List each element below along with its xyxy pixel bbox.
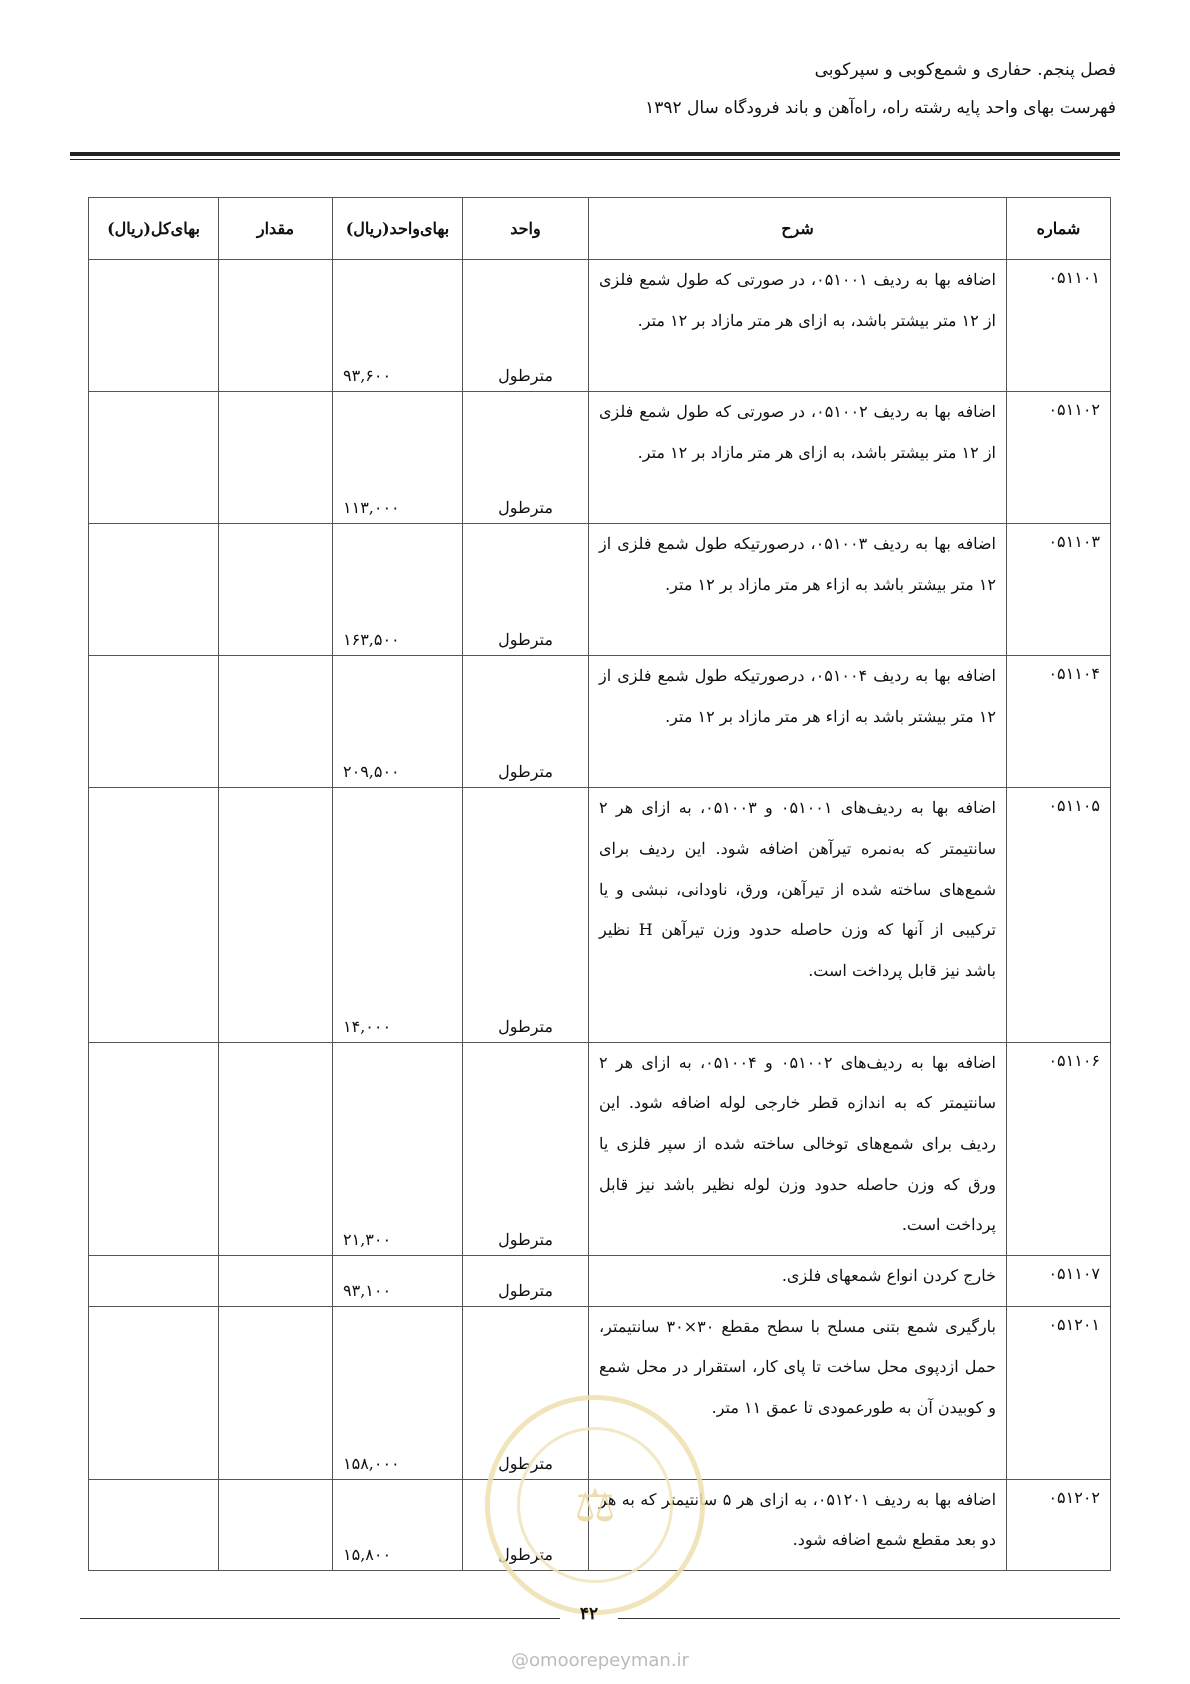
item-unit: مترطول	[463, 392, 589, 524]
table-header-row	[89, 198, 1111, 260]
col-header-description: شرح	[589, 198, 1007, 260]
item-code: ۰۵۱۱۰۶	[1007, 1042, 1111, 1256]
item-unit: مترطول	[463, 524, 589, 656]
item-quantity	[219, 1256, 333, 1307]
item-total-price	[89, 1306, 219, 1479]
item-quantity	[219, 656, 333, 788]
item-quantity	[219, 260, 333, 392]
item-description: اضافه بها به ردیف ۰۵۱۰۰۲، در صورتی که طول شمع فلزی از ۱۲ متر بیشتر باشد، به ازای هر متر مازاد بر ۱۲ متر.	[589, 392, 1007, 524]
item-unit-price: ۱۴,۰۰۰	[333, 788, 463, 1042]
item-quantity	[219, 392, 333, 524]
table-row	[89, 656, 1111, 788]
item-unit: مترطول	[463, 260, 589, 392]
item-unit: مترطول	[463, 1306, 589, 1479]
item-unit: مترطول	[463, 1256, 589, 1307]
col-header-code: شماره	[1007, 198, 1111, 260]
item-unit-price: ۲۱,۳۰۰	[333, 1042, 463, 1256]
item-description: بارگیری شمع بتنی مسلح با سطح مقطع ۳۰×۳۰ سانتیمتر، حمل ازدپوی محل ساخت تا پای کار، استقرار در محل شمع و کوبیدن آن به طورعمودی تا عمق ۱۱ متر.	[589, 1306, 1007, 1479]
item-quantity	[219, 1042, 333, 1256]
item-unit-price: ۱۶۳,۵۰۰	[333, 524, 463, 656]
watermark-seal	[485, 1395, 705, 1615]
item-total-price	[89, 524, 219, 656]
item-code: ۰۵۱۲۰۱	[1007, 1306, 1111, 1479]
item-unit: مترطول	[463, 788, 589, 1042]
item-code: ۰۵۱۲۰۲	[1007, 1479, 1111, 1570]
item-code: ۰۵۱۱۰۲	[1007, 392, 1111, 524]
item-total-price	[89, 788, 219, 1042]
item-unit-price: ۹۳,۱۰۰	[333, 1256, 463, 1307]
scales-icon: ⚖	[574, 1478, 616, 1532]
item-description: اضافه بها به ردیف ۰۵۱۰۰۳، درصورتیکه طول شمع فلزی از ۱۲ متر بیشتر باشد به ازاء هر متر مازاد بر ۱۲ متر.	[589, 524, 1007, 656]
item-unit-price: ۱۵,۸۰۰	[333, 1479, 463, 1570]
item-code: ۰۵۱۱۰۴	[1007, 656, 1111, 788]
table-row	[89, 524, 1111, 656]
item-total-price	[89, 392, 219, 524]
col-header-quantity: مقدار	[219, 198, 333, 260]
page-number: ۴۲	[579, 1604, 599, 1624]
col-header-unit: واحد	[463, 198, 589, 260]
table-row	[89, 260, 1111, 392]
footer-rule-left	[80, 1618, 560, 1619]
watermark-inner-ring	[517, 1427, 673, 1583]
col-header-unit-price: بهای‌واحد(ریال)	[333, 198, 463, 260]
website-watermark: @omoorepeyman.ir	[511, 1650, 689, 1671]
table-row	[89, 1042, 1111, 1256]
item-code: ۰۵۱۱۰۱	[1007, 260, 1111, 392]
header-rule-thick	[70, 152, 1120, 156]
item-description: اضافه بها به ردیف ۰۵۱۲۰۱، به ازای هر ۵ سانتیمتر که به هر دو بعد مقطع شمع اضافه شود.	[589, 1479, 1007, 1570]
item-code: ۰۵۱۱۰۷	[1007, 1256, 1111, 1307]
item-unit-price: ۱۱۳,۰۰۰	[333, 392, 463, 524]
item-unit-price: ۱۵۸,۰۰۰	[333, 1306, 463, 1479]
item-total-price	[89, 1479, 219, 1570]
item-total-price	[89, 1256, 219, 1307]
item-description: اضافه بها به ردیف ۰۵۱۰۰۴، درصورتیکه طول شمع فلزی از ۱۲ متر بیشتر باشد به ازاء هر متر مازاد بر ۱۲ متر.	[589, 656, 1007, 788]
item-quantity	[219, 524, 333, 656]
item-quantity	[219, 1479, 333, 1570]
item-unit: مترطول	[463, 1479, 589, 1570]
header-rule-thin	[70, 159, 1120, 160]
item-description: اضافه بها به ردیف‌های ۰۵۱۰۰۱ و ۰۵۱۰۰۳، به ازای هر ۲ سانتیمتر که به‌نمره تیرآهن اضافه شود. این ردیف برای شمع‌های ساخته شده از تیرآهن، ورق، ناودانی، نبشی و یا ترکیبی از آنها که وزن حاصله حدود وزن تیرآهن H نظیر باشد نیز قابل پرداخت است.	[589, 788, 1007, 1042]
item-description: اضافه بها به ردیف ۰۵۱۰۰۱، در صورتی که طول شمع فلزی از ۱۲ متر بیشتر باشد، به ازای هر متر مازاد بر ۱۲ متر.	[589, 260, 1007, 392]
item-code: ۰۵۱۱۰۵	[1007, 788, 1111, 1042]
item-description: خارج کردن انواع شمعهای فلزی.	[589, 1256, 1007, 1307]
item-unit-price: ۹۳,۶۰۰	[333, 260, 463, 392]
price-list-table	[88, 197, 1111, 1571]
col-header-total-price: بهای‌کل(ریال)	[89, 198, 219, 260]
document-subtitle: فهرست بهای واحد پایه رشته راه، راه‌آهن و باند فرودگاه سال ۱۳۹۲	[645, 98, 1116, 118]
item-unit: مترطول	[463, 656, 589, 788]
item-total-price	[89, 260, 219, 392]
item-unit-price: ۲۰۹,۵۰۰	[333, 656, 463, 788]
item-quantity	[219, 788, 333, 1042]
item-description: اضافه بها به ردیف‌های ۰۵۱۰۰۲ و ۰۵۱۰۰۴، به ازای هر ۲ سانتیمتر که به اندازه قطر خارجی لوله اضافه شود. این ردیف برای شمع‌های توخالی ساخته شده از سپر فلزی یا ورق که وزن حاصله حدود وزن لوله نظیر باشد نیز قابل پرداخت است.	[589, 1042, 1007, 1256]
chapter-title: فصل پنجم. حفاری و شمع‌کوبی و سپرکوبی	[814, 60, 1116, 80]
table-row	[89, 1256, 1111, 1307]
item-total-price	[89, 1042, 219, 1256]
item-quantity	[219, 1306, 333, 1479]
table-row	[89, 788, 1111, 1042]
page-header	[66, 60, 1116, 118]
item-code: ۰۵۱۱۰۳	[1007, 524, 1111, 656]
item-unit: مترطول	[463, 1042, 589, 1256]
item-total-price	[89, 656, 219, 788]
footer-rule-right	[618, 1618, 1120, 1619]
table-row	[89, 392, 1111, 524]
